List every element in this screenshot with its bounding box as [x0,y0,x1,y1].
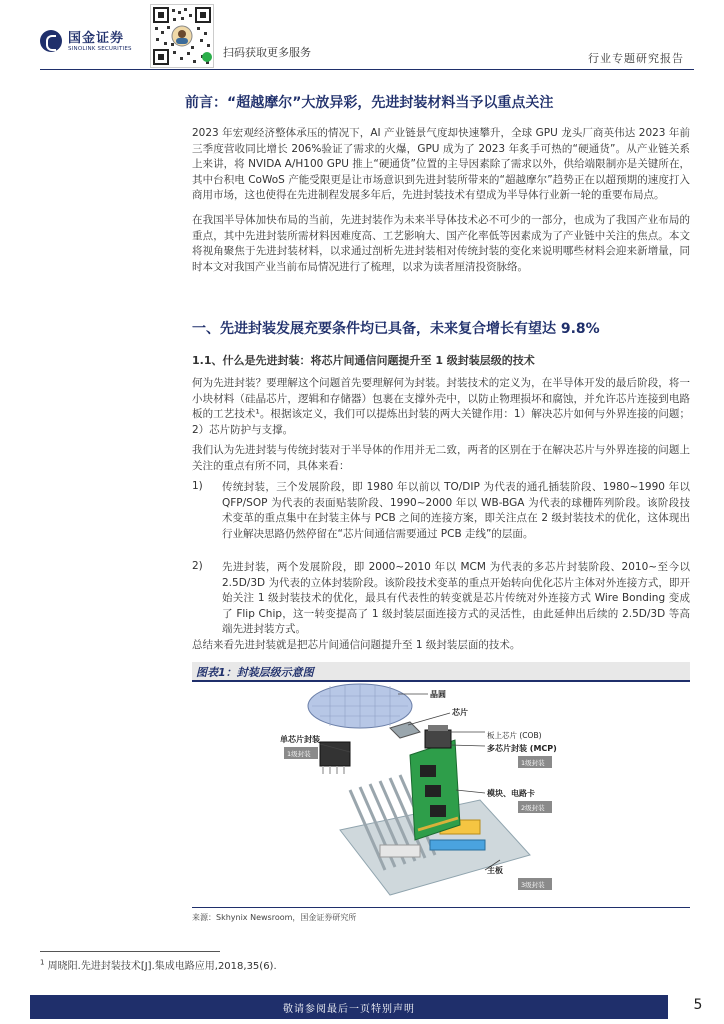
label-module: 模块、电路卡 [487,789,535,798]
section-paragraph-2: 我们认为先进封装与传统封装对于半导体的作用并无二致，两者的区别在于在解决芯片与外界连接的问题上关注的重点有所不同，具体来看： [192,444,690,472]
list-number-1: 1) [192,480,203,492]
qr-code-icon[interactable] [150,4,214,68]
footnote-divider [40,951,220,952]
label-module-level: 2级封装 [521,804,545,812]
module-card-illustration [410,740,460,840]
footnote-text: 周晓阳.先进封装技术[J].集成电路应用,2018,35(6). [47,961,277,972]
figure-source: 来源：Skhynix Newsroom，国金证券研究所 [192,913,357,922]
intro-paragraph-2: 在我国半导体加快布局的当前，先进封装作为未来半导体技术必不可少的一部分，也成为了我国产业布局的重点，其中先进封装所需材料因难度高、工艺影响大、国产化率低等因素成为了产业链中关注的焦点。本文将视角聚焦于先进封装材料，以求通过剖析先进封装相对传统封装的变化来说明哪些材料会迎来新增量，同时本文对我国产业当前布局情况进行了梳理，以求为读者厘清投资脉络。 [192,214,690,273]
label-mainboard-level: 3级封装 [521,881,545,889]
logo-icon [40,30,62,52]
section-paragraph-1: 何为先进封装？要理解这个问题首先要理解何为封装。封装技术的定义为，在半导体开发的最后阶段，将一小块材料（硅晶芯片，逻辑和存储器）包裹在支撑外壳中，以防止物理损坏和腐蚀，并允许芯片连接到电路板的工艺技术¹。根据该定义，我们可以提炼出封装的两大关键作用：1）解决芯片如何与外界连接的问题；2）芯片防护与支撑。 [192,377,690,436]
subsection-title: 1.1、什么是先进封装：将芯片间通信问题提升至 1 级封装层级的技术 [192,354,535,367]
mcp-illustration [425,725,451,748]
footnote [40,957,277,972]
label-mainboard: 主板 [487,866,503,875]
list-number-2: 2) [192,560,203,572]
figure-title: 图表1：封装层级示意图 [196,666,314,679]
company-logo [40,30,132,52]
list-item-1: 传统封装，三个发展阶段，即 1980 年以前以 TO/DIP 为代表的通孔插装阶段、1980~1990 年以 QFP/SOP 为代表的表面贴装阶段、1990~2000 年以 WB-BGA 为代表的球栅阵列阶段。该阶段技术变革的重点集中在封装主体与 PCB 之间的连接方案，即关注点在 2 级封装技术的优化，这体现出行业解决思路仍然停留在“芯片间通信需要通过 PCB 走线”的层面。 [222,481,690,540]
section-title: 一、先进封装发展充要条件均已具备，未来复合增长有望达 9.8% [192,321,600,337]
figure-source-divider [192,907,690,908]
footnote-mark: 1 [40,958,45,967]
footer-disclaimer-link[interactable]: 敬请参阅最后一页特别声明 [283,1004,415,1015]
logo-name-cn: 国金证券 [68,30,125,46]
page-number: 5 [693,997,703,1013]
label-wafer: 晶圆 [430,690,446,699]
single-chip-package-illustration [320,742,350,774]
report-type-label: 行业专题研究报告 [588,52,684,65]
chip-illustration [390,722,420,738]
label-mcp: 多芯片封装 (MCP) [487,744,557,753]
intro-paragraph-1: 2023 年宏观经济整体承压的情况下，AI 产业链景气度却快速攀升，全球 GPU 龙头厂商英伟达 2023 年前三季度营收同比增长 206%验证了需求的火爆，GPU 成为了 2023 年炙手可热的“硬通货”。从产业链关系上来讲，将 NVIDA A/H100 GPU 推上“硬通货”位置的主导因素除了需求以外，供给端限制亦是关键所在，其中台积电 CoWoS 产能受限更是让市场意识到先进封装所带来的“超越摩尔”趋势正在以超预期的速度打入商用市场，这也使得在先进制程发展多年后，先进封装技术有望成为半导体行业新一轮的重要布局点。 [192,127,690,201]
list-item-2: 先进封装，两个发展阶段，即 2000~2010 年以 MCM 为代表的多芯片封装阶段、2010~至今以 2.5D/3D 为代表的立体封装阶段。该阶段技术变革的重点开始转向优化芯片主体对外连接方式，即开始关注 1 级封装技术的优化，最具有代表性的转变就是芯片传统对外连接方式 Wire Bonding 变成了 Flip Chip，这一转变提高了 1 级封装层面连接方式的灵活性，由此延伸出后续的 2.5D/3D 等高端先进封装方式。 [222,561,690,635]
label-chip: 芯片 [452,708,468,717]
logo-name-en: SINOLINK SECURITIES [68,45,132,52]
label-single-chip: 单芯片封装 [280,735,320,744]
summary-paragraph: 总结来看先进封装就是把芯片间通信问题提升至 1 级封装层面的技术。 [192,639,521,651]
wafer-illustration [308,684,412,728]
page-header [0,0,724,72]
packaging-levels-diagram [280,680,580,905]
label-single-level: 1级封装 [287,750,311,758]
header-divider [40,69,694,70]
intro-title: 前言：“超越摩尔”大放异彩，先进封装材料当予以重点关注 [185,95,554,111]
label-cob: 板上芯片 (COB) [487,731,542,740]
label-mcp-level: 1级封装 [521,759,545,767]
scan-prompt: 扫码获取更多服务 [223,46,311,59]
